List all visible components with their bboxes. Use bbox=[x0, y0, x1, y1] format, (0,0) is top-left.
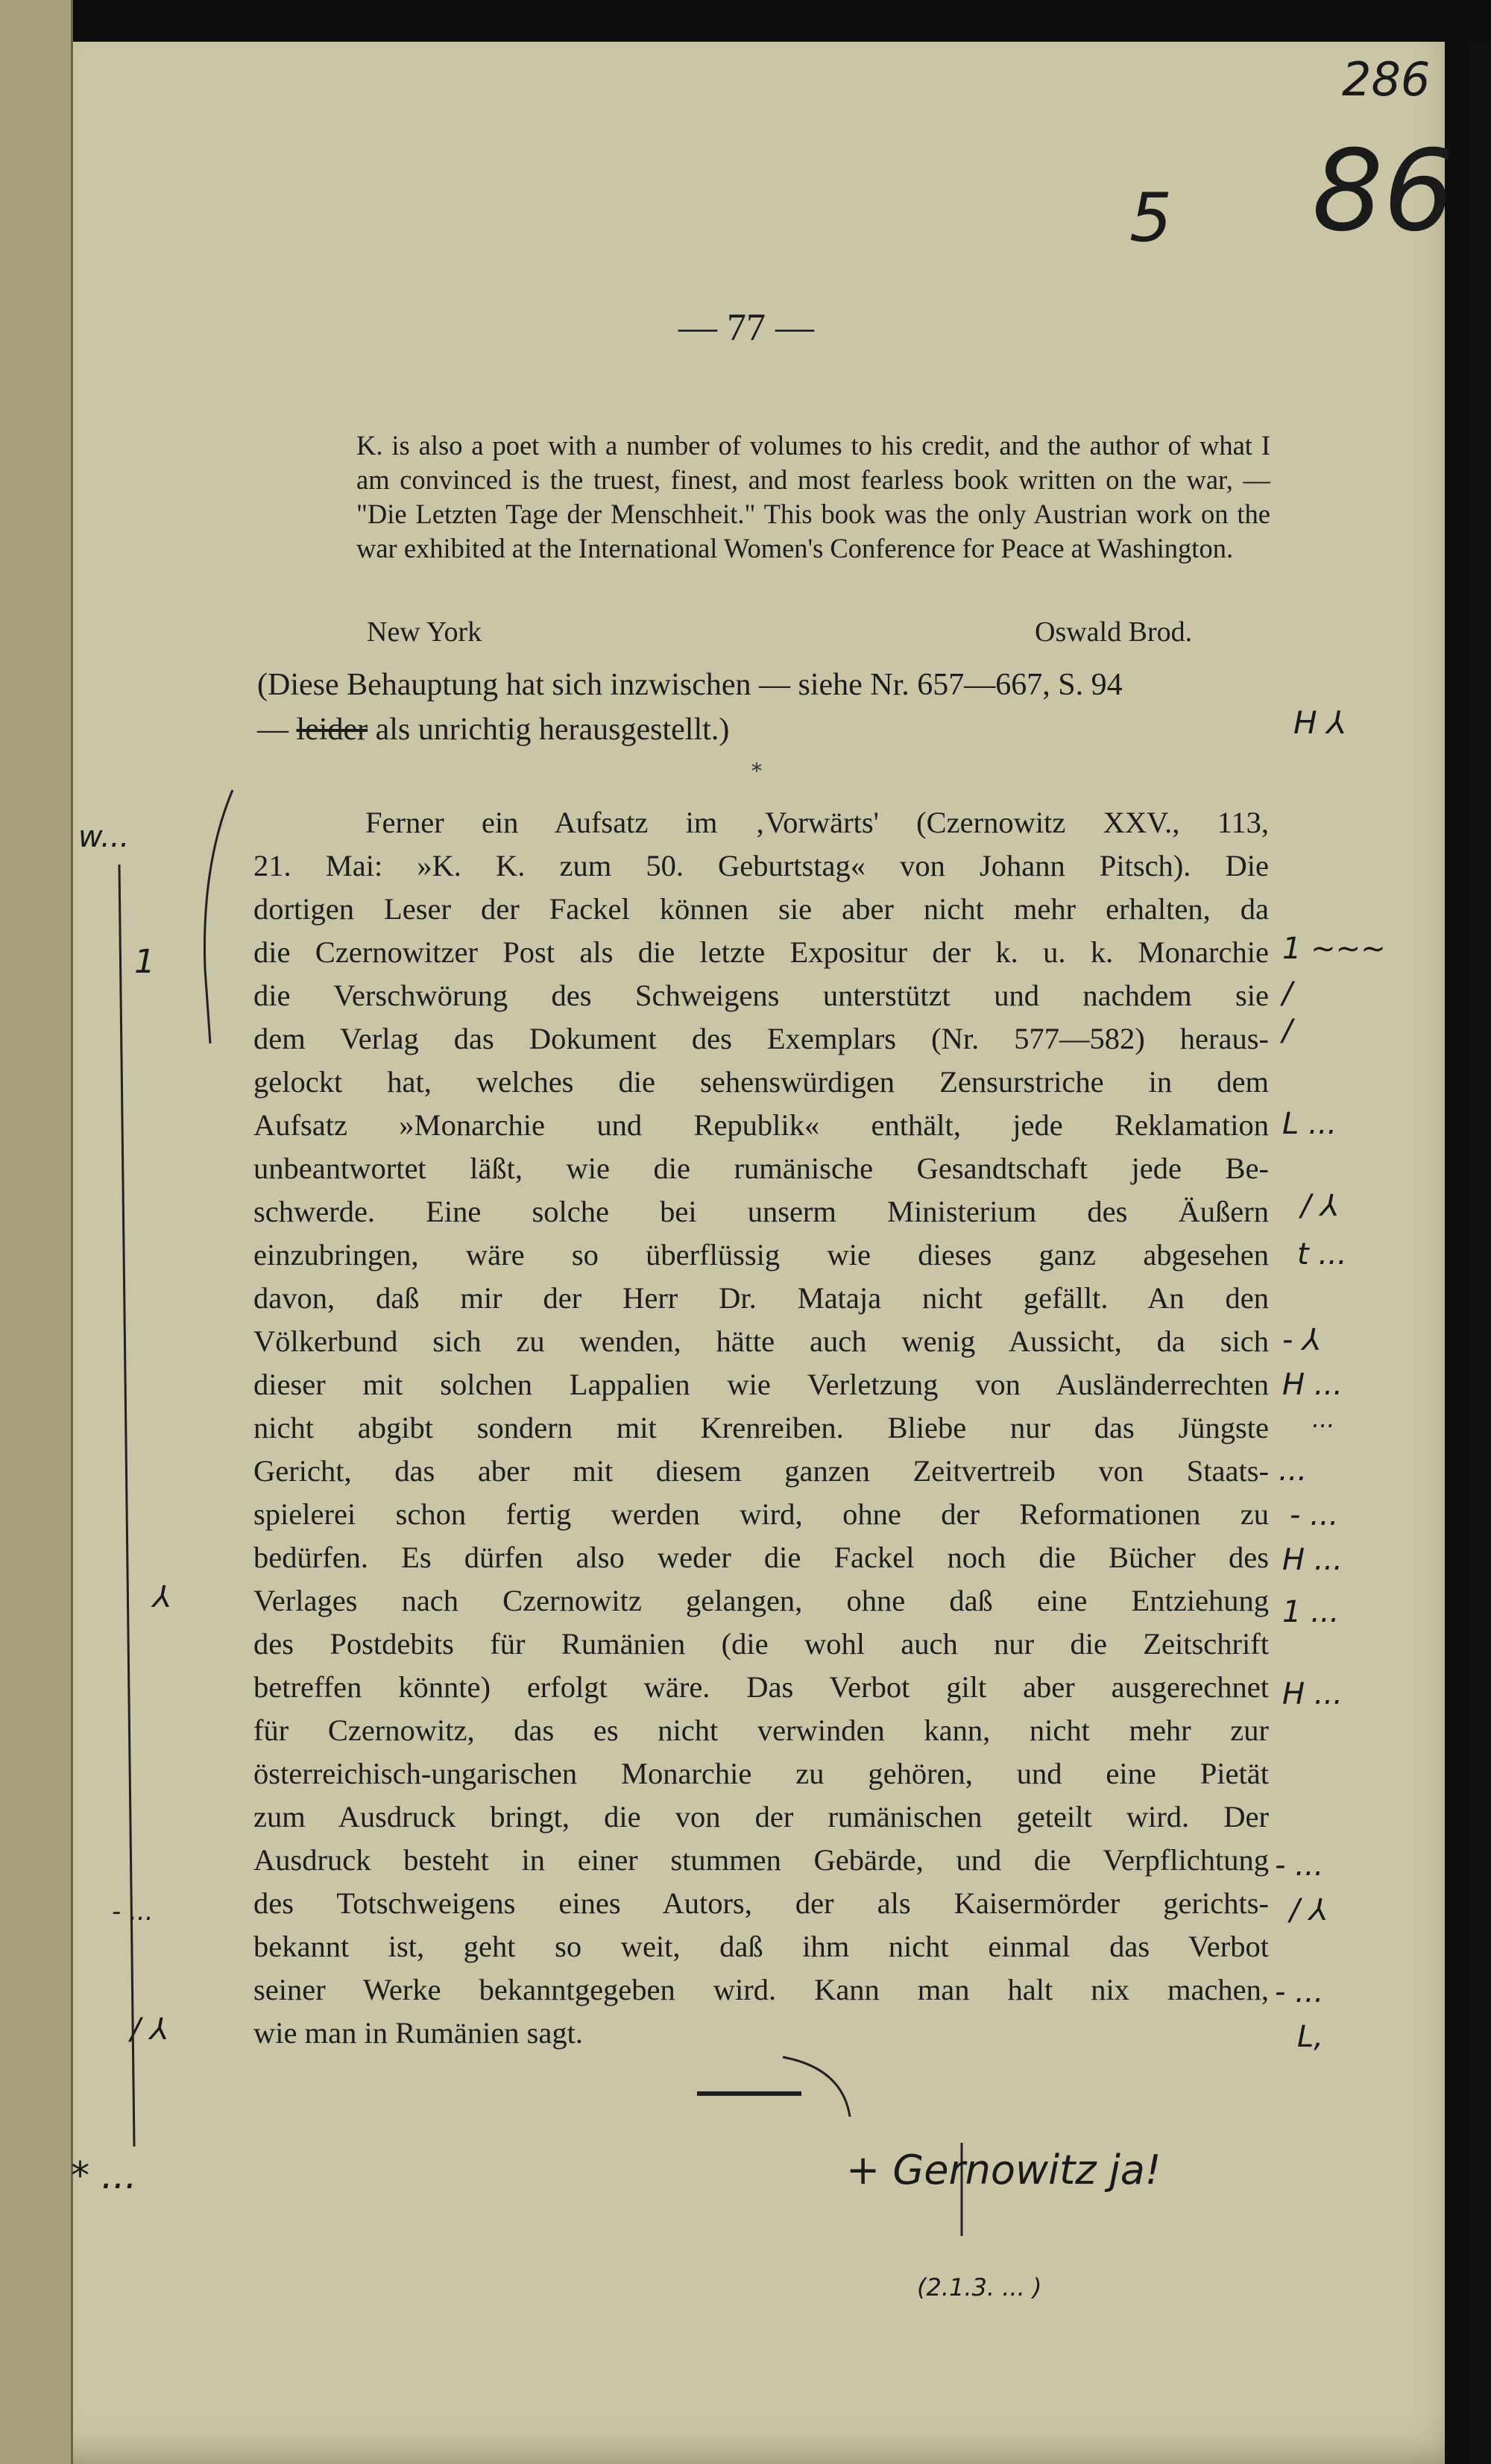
text-line: seiner Werke bekanntgegeben wird. Kann man halt nix machen, bbox=[253, 1973, 1269, 2006]
margin-note-left: - ... bbox=[112, 1897, 154, 1927]
text-line: spielerei schon fertig werden wird, ohne der Reformationen zu bbox=[253, 1497, 1269, 1531]
english-paragraph: K. is also a poet with a number of volumes to his credit, and the author of what I am convinced is the truest, finest, and most fearless book written on the war, — "Die Letzten Tage der Menschheit." This book was the only Austrian work on the war exhibited at the International Women's Conference for Peace at Washington. bbox=[356, 430, 1270, 563]
text-line: die Czernowitzer Post als die letzte Expositur der k. u. k. Monarchie bbox=[253, 935, 1269, 969]
signature-name: Oswald Brod. bbox=[1035, 616, 1193, 648]
page-number: — 77 — bbox=[678, 306, 814, 349]
section-separator: * bbox=[751, 759, 762, 783]
margin-note-left: w... bbox=[78, 820, 130, 854]
handwritten-mark: 5 bbox=[1129, 179, 1173, 257]
text-line: Gericht, das aber mit diesem ganzen Zeitvertreib von Staats- bbox=[253, 1454, 1269, 1488]
text-line: österreichisch-ungarischen Monarchie zu gehören, und eine Pietät bbox=[253, 1757, 1269, 1790]
bottom-handwritten-note: * ... bbox=[71, 2154, 137, 2197]
end-rule bbox=[697, 2091, 801, 2096]
text-line-last: wie man in Rumänien sagt. bbox=[253, 2016, 584, 2050]
text-line: des Totschweigens eines Autors, der als Kaisermörder gerichts- bbox=[253, 1886, 1269, 1920]
margin-note-right: H ... bbox=[1282, 1543, 1343, 1577]
margin-note-right: - ... bbox=[1290, 1498, 1339, 1532]
note-dash: — bbox=[257, 713, 289, 747]
margin-note-right: ... bbox=[1279, 1453, 1308, 1488]
text-line: Völkerbund sich zu wenden, hätte auch wenig Aussicht, da sich bbox=[253, 1324, 1269, 1358]
text-line: bedürfen. Es dürfen also weder die Fackel noch die Bücher des bbox=[253, 1541, 1269, 1574]
handwritten-page-number: 286 bbox=[1342, 52, 1431, 107]
margin-note-left: / ⅄ bbox=[130, 2012, 168, 2047]
text-line: Ausdruck besteht in einer stummen Gebärde, und die Verpflichtung bbox=[253, 1843, 1269, 1877]
margin-note-right: ... bbox=[1312, 1405, 1335, 1433]
margin-note-right: - ⅄ bbox=[1282, 1323, 1321, 1357]
text-line: davon, daß mir der Herr Dr. Mataja nicht gefällt. An den bbox=[253, 1281, 1269, 1315]
signature-place: New York bbox=[367, 616, 482, 648]
margin-note-right: / ⅄ bbox=[1290, 1893, 1328, 1927]
text-line: gelockt hat, welches die sehenswürdigen Zensurstriche in dem bbox=[253, 1065, 1269, 1099]
margin-note-right: H ... bbox=[1282, 1368, 1343, 1402]
margin-note-right-0: H ⅄ bbox=[1293, 704, 1346, 741]
text-line: nicht abgibt sondern mit Krenreiben. Bliebe nur das Jüngste bbox=[253, 1411, 1269, 1444]
margin-note-right: / ⅄ bbox=[1301, 1189, 1339, 1223]
margin-note-right: / bbox=[1282, 976, 1293, 1011]
margin-note-right: t ... bbox=[1297, 1237, 1347, 1272]
margin-note-right: / bbox=[1282, 1014, 1293, 1048]
text-line: dieser mit solchen Lappalien wie Verletzung von Ausländerrechten bbox=[253, 1368, 1269, 1401]
text-line: schwerde. Eine solche bei unserm Ministerium des Äußern bbox=[253, 1195, 1269, 1228]
text-line: bekannt ist, geht so weit, daß ihm nicht einmal das Verbot bbox=[253, 1930, 1269, 1963]
text-line: Ferner ein Aufsatz im ‚Vorwärts' (Czernowitz XXV., 113, bbox=[365, 806, 1269, 839]
text-line: die Verschwörung des Schweigens unterstützt und nachdem sie bbox=[253, 979, 1269, 1012]
text-line: unbeantwortet läßt, wie die rumänische Gesandtschaft jede Be- bbox=[253, 1152, 1269, 1185]
note-rest: als unrichtig herausgestellt.) bbox=[375, 713, 730, 747]
text-line: dortigen Leser der Fackel können sie aber nicht mehr erhalten, da bbox=[253, 892, 1269, 926]
margin-note-right: - ... bbox=[1275, 1848, 1324, 1883]
text-line: des Postdebits für Rumänien (die wohl auch nur die Zeitschrift bbox=[253, 1627, 1269, 1661]
handwritten-big-number: 86 bbox=[1312, 127, 1454, 256]
text-line: betreffen könnte) erfolgt wäre. Das Verbot gilt aber ausgerechnet bbox=[253, 1670, 1269, 1704]
text-line: 21. Mai: »K. K. zum 50. Geburtstag« von Johann Pitsch). Die bbox=[253, 849, 1269, 882]
text-line: Aufsatz »Monarchie und Republik« enthält, jede Reklamation bbox=[253, 1108, 1269, 1142]
margin-note-left: 1 bbox=[134, 943, 155, 981]
margin-note-right: L ... bbox=[1282, 1107, 1337, 1141]
margin-note-left: ⅄ bbox=[153, 1580, 171, 1614]
text-line: einzubringen, wäre so überflüssig wie dieses ganz abgesehen bbox=[253, 1238, 1269, 1272]
text-line: zum Ausdruck bringt, die von der rumänischen geteilt wird. Der bbox=[253, 1800, 1269, 1833]
note-line-1: (Diese Behauptung hat sich inzwischen — siehe Nr. 657—667, S. 94 bbox=[257, 668, 1123, 702]
text-line: Verlages nach Czernowitz gelangen, ohne daß eine Entziehung bbox=[253, 1584, 1269, 1617]
bottom-small-handwritten-note: (2.1.3. ... ) bbox=[917, 2273, 1042, 2302]
margin-note-right: L, bbox=[1297, 2020, 1323, 2054]
note-struck-word: leider bbox=[296, 713, 368, 747]
margin-note-right: - ... bbox=[1275, 1975, 1324, 2009]
margin-note-right: 1 ~~~ bbox=[1282, 932, 1386, 966]
margin-note-right: H ... bbox=[1282, 1677, 1343, 1711]
margin-note-right: 1 ... bbox=[1282, 1595, 1340, 1629]
bottom-right-handwritten-note: + Gernowitz ja! bbox=[846, 2146, 1161, 2193]
text-line: für Czernowitz, das es nicht verwinden kann, nicht mehr zur bbox=[253, 1713, 1269, 1747]
text-line: dem Verlag das Dokument des Exemplars (Nr. 577—582) heraus- bbox=[253, 1022, 1269, 1055]
